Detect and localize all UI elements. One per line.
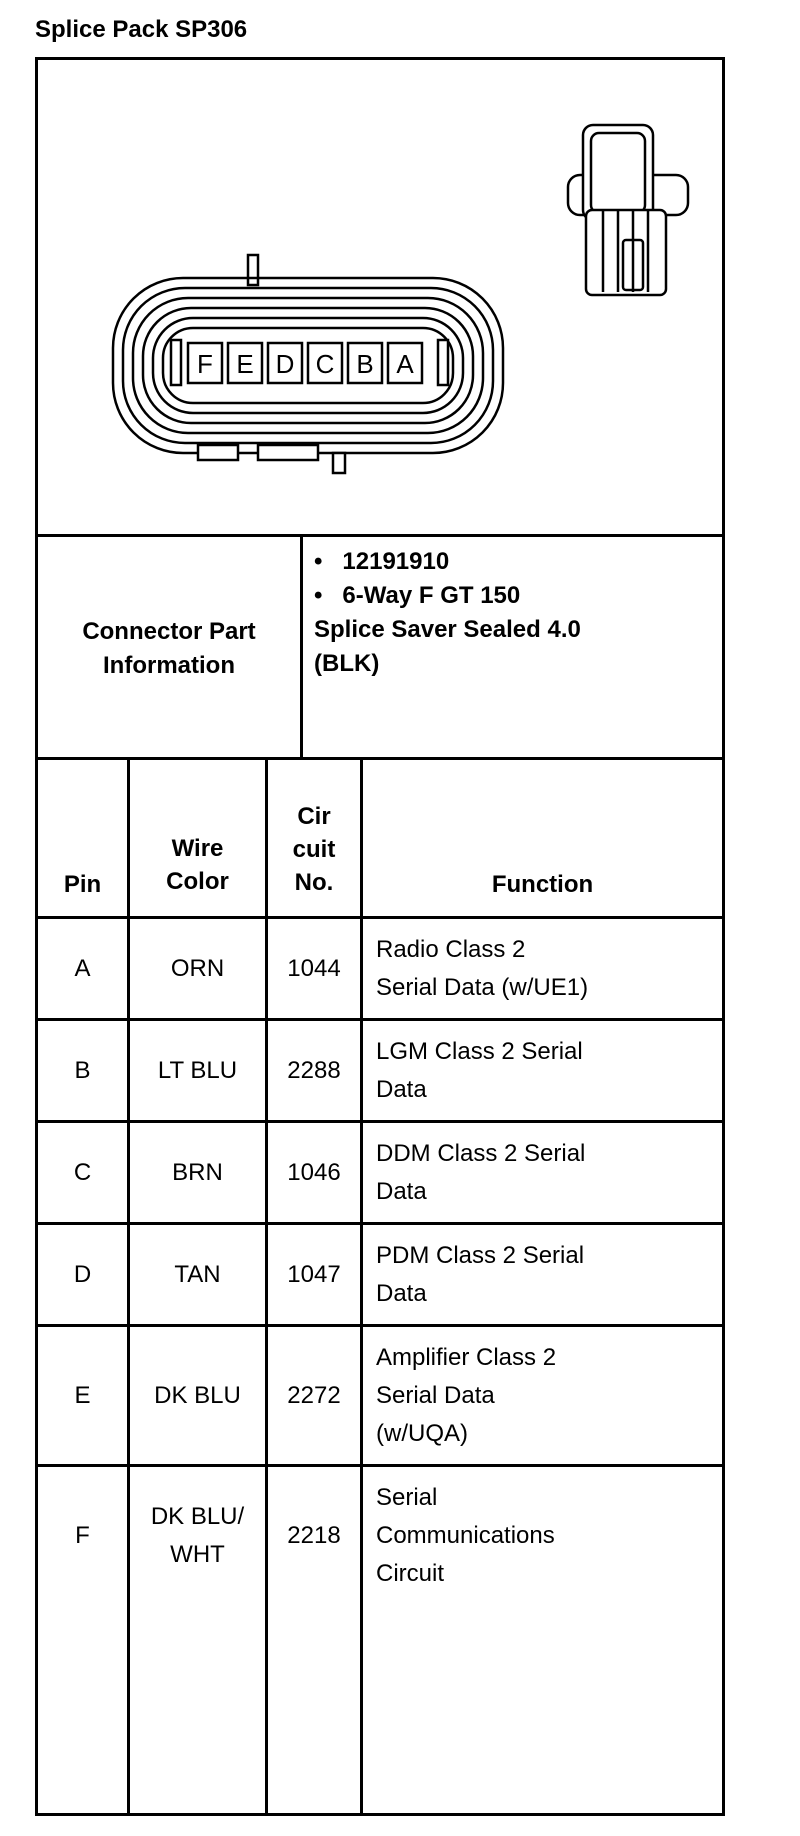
cell-wire-color-line: WHT xyxy=(170,1540,225,1568)
cell-function-line: Communications xyxy=(376,1521,555,1549)
cell-function xyxy=(376,919,716,1018)
connector-info-value xyxy=(314,545,714,681)
cell-wire-color-line: TAN xyxy=(174,1260,221,1288)
cell-function-line: Circuit xyxy=(376,1559,445,1587)
cell-pin-line: F xyxy=(75,1521,90,1549)
cell-function xyxy=(376,1225,716,1324)
page-title: Splice Pack SP306 xyxy=(35,16,248,43)
cell-circuit-line: 1047 xyxy=(287,1260,341,1288)
cell-wire-color xyxy=(130,919,265,1018)
cell-wire-color xyxy=(130,1021,265,1120)
cell-circuit xyxy=(268,1327,360,1464)
cell-wire-color xyxy=(130,1225,265,1324)
pin-label: C xyxy=(315,349,335,379)
cell-function-line: Serial xyxy=(376,1483,438,1511)
connector-info-label-line1: Connector Part xyxy=(82,617,256,645)
cell-function-line: (w/UQA) xyxy=(376,1419,468,1447)
cell-function-line: Serial Data xyxy=(376,1381,495,1409)
header-pin: Pin xyxy=(63,871,102,898)
cell-wire-color-line: LT BLU xyxy=(157,1056,238,1084)
connector-desc: Splice Saver Sealed 4.0 xyxy=(314,616,581,643)
pin-label: B xyxy=(356,349,374,379)
cell-circuit-line: 1044 xyxy=(287,954,341,982)
cell-pin xyxy=(38,919,127,1018)
header-function: Function xyxy=(491,871,594,898)
cell-wire-color-line: DK BLU xyxy=(154,1381,241,1409)
cell-function-line: Amplifier Class 2 xyxy=(376,1343,557,1371)
header-circuit-line2: cuit xyxy=(292,836,336,863)
header-circuit-no xyxy=(268,800,360,899)
connector-info-label xyxy=(38,537,300,760)
cell-circuit xyxy=(268,1123,360,1222)
cell-function xyxy=(376,1123,716,1222)
connector-table xyxy=(35,57,725,1816)
cell-wire-color xyxy=(130,1467,265,1604)
connector-color: (BLK) xyxy=(314,650,380,677)
cell-pin xyxy=(38,1123,127,1222)
cell-circuit xyxy=(268,1021,360,1120)
cell-pin-line: B xyxy=(74,1056,91,1084)
cell-wire-color xyxy=(130,1327,265,1464)
cell-circuit-line: 2272 xyxy=(287,1381,341,1409)
connector-info-label-line2: Information xyxy=(103,651,235,679)
cell-function xyxy=(376,1021,716,1120)
cell-pin-line: E xyxy=(74,1381,91,1409)
cell-circuit-line: 2288 xyxy=(287,1056,341,1084)
cell-circuit xyxy=(268,1467,360,1604)
pin-label: E xyxy=(236,349,254,379)
cell-pin-line: A xyxy=(74,954,91,982)
cell-circuit xyxy=(268,919,360,1018)
cell-wire-color-line: ORN xyxy=(170,954,225,982)
cell-pin-line: C xyxy=(73,1158,92,1186)
connector-type: 6-Way F GT 150 xyxy=(342,582,521,609)
connector-3d-icon xyxy=(568,125,688,295)
bullet-item: • 12191910 xyxy=(314,548,450,575)
cell-function-line: DDM Class 2 Serial xyxy=(376,1139,586,1167)
cell-circuit-line: 1046 xyxy=(287,1158,341,1186)
cell-function xyxy=(376,1467,716,1604)
pin-label: F xyxy=(197,349,213,379)
cell-pin xyxy=(38,1225,127,1324)
header-circuit-line3: No. xyxy=(294,869,334,896)
cell-function-line: Radio Class 2 xyxy=(376,935,526,963)
cell-pin-line: D xyxy=(73,1260,92,1288)
bullet-item: • 6-Way F GT 150 xyxy=(314,582,521,609)
header-wire-line2: Color xyxy=(166,868,229,895)
header-wire-line1: Wire xyxy=(171,835,224,862)
cell-wire-color-line: BRN xyxy=(172,1158,223,1186)
pin-label: D xyxy=(275,349,295,379)
cell-wire-color xyxy=(130,1123,265,1222)
cell-pin xyxy=(38,1327,127,1464)
cell-function-line: Data xyxy=(376,1075,427,1103)
cell-wire-color-line: DK BLU/ xyxy=(150,1502,245,1530)
cell-circuit xyxy=(268,1225,360,1324)
cell-circuit-line: 2218 xyxy=(287,1521,341,1549)
connector-diagram xyxy=(38,60,722,550)
header-wire-color xyxy=(130,832,265,898)
cell-pin xyxy=(38,1021,127,1120)
part-number: 12191910 xyxy=(342,548,450,575)
cell-function-line: Serial Data (w/UE1) xyxy=(376,973,589,1001)
header-circuit-line1: Cir xyxy=(297,803,331,830)
cell-pin xyxy=(38,1467,127,1604)
cell-function-line: Data xyxy=(376,1279,427,1307)
cell-function-line: Data xyxy=(376,1177,427,1205)
cell-function xyxy=(376,1327,716,1464)
cell-function-line: LGM Class 2 Serial xyxy=(376,1037,583,1065)
cell-function-line: PDM Class 2 Serial xyxy=(376,1241,585,1269)
pin-label: A xyxy=(396,349,414,379)
